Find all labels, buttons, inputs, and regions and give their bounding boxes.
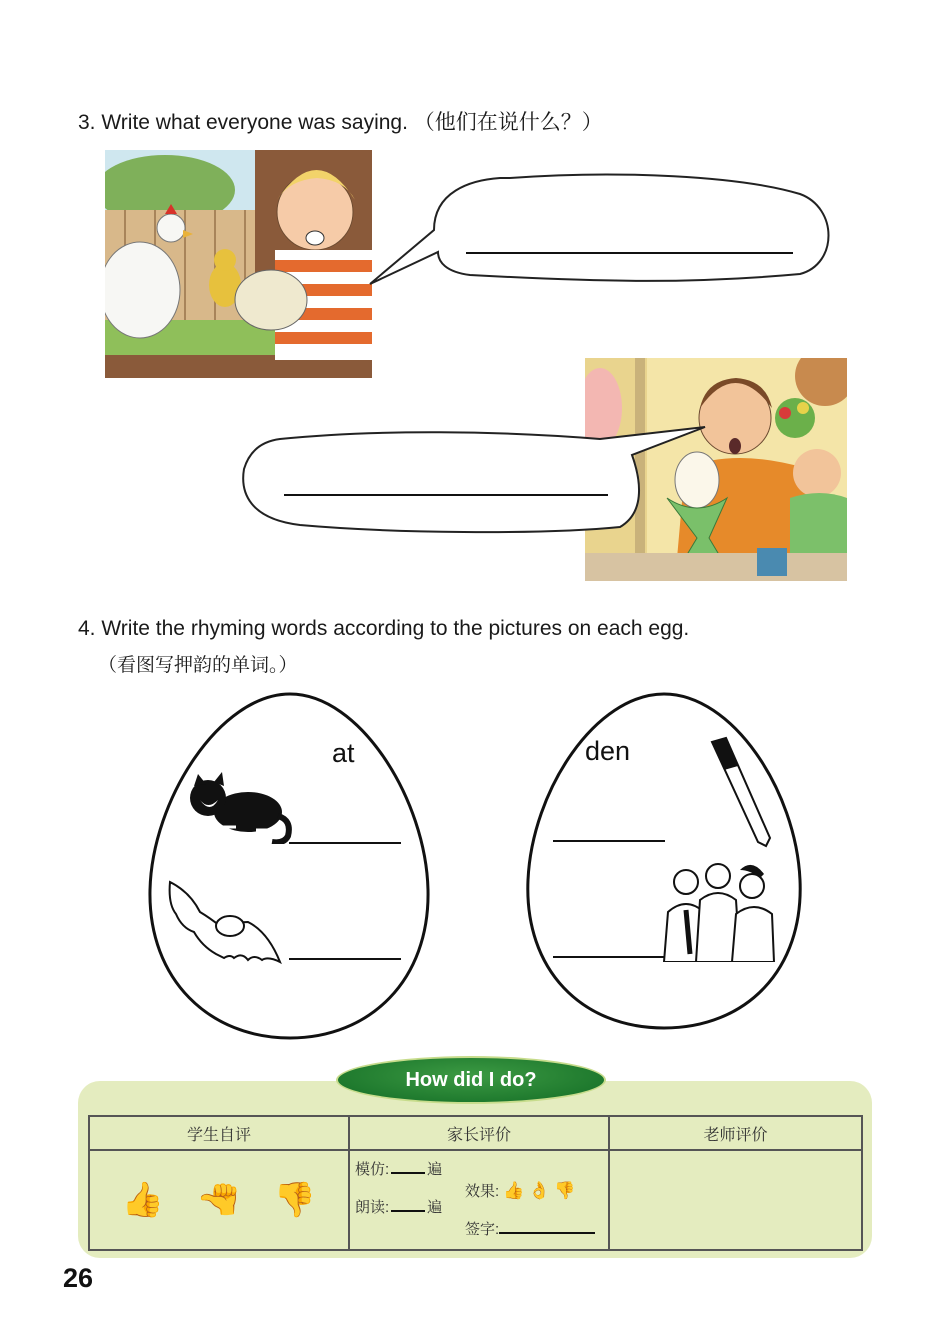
thumbs-down-icon[interactable]: 👎	[273, 1181, 317, 1219]
col-student-self-review: 学生自评	[89, 1116, 349, 1150]
imitate-label: 模仿:	[355, 1161, 390, 1178]
read-times-label: 遍	[427, 1199, 443, 1216]
egg-den-blank-2[interactable]	[553, 956, 665, 958]
egg-at-blank-2[interactable]	[289, 958, 401, 960]
speech-bubble-2	[240, 423, 710, 538]
parent-review-cell	[349, 1150, 609, 1250]
egg-word-den: den	[585, 736, 631, 766]
q4-title: 4. Write the rhyming words according to the pictures on each egg.	[78, 617, 690, 640]
speech-bubble-1	[360, 172, 840, 292]
how-did-i-do-heading: How did I do?	[336, 1056, 606, 1104]
egg-at	[140, 690, 440, 1045]
pen-icon	[706, 736, 776, 848]
q3-title: 3. Write what everyone was saying. （他们在说什么？）	[78, 111, 603, 134]
speech-answer-line-2[interactable]	[284, 494, 608, 496]
page-number: 26	[63, 1263, 94, 1293]
cat-icon	[186, 772, 292, 844]
bat-icon	[168, 880, 282, 968]
egg-word-at: at	[332, 738, 355, 768]
thumbs-side-icon[interactable]: 👍	[200, 1178, 238, 1222]
read-count-field[interactable]	[391, 1210, 425, 1212]
evaluation-table	[88, 1115, 863, 1251]
sign-label: 签字:	[465, 1221, 500, 1238]
men-icon	[656, 862, 776, 962]
effect-thumbs-up-icon[interactable]: 👍	[503, 1181, 525, 1200]
effect-thumbs-down-icon[interactable]: 👎	[554, 1181, 576, 1200]
speech-answer-line-1[interactable]	[466, 252, 793, 254]
col-teacher-review: 老师评价	[609, 1116, 862, 1150]
sign-field[interactable]	[499, 1232, 595, 1234]
read-label: 朗读:	[355, 1199, 390, 1216]
imitate-times-label: 遍	[427, 1161, 443, 1178]
effect-thumbs-side-icon[interactable]: 👌	[528, 1181, 550, 1200]
thumbs-up-icon[interactable]: 👍	[121, 1181, 165, 1219]
student-review-cell	[89, 1150, 349, 1250]
teacher-review-cell[interactable]	[609, 1150, 862, 1250]
effect-label: 效果:	[465, 1183, 500, 1200]
q4-subtitle: （看图写押韵的单词。）	[98, 655, 298, 676]
imitate-count-field[interactable]	[391, 1172, 425, 1174]
boy-with-egg-illustration	[105, 150, 372, 378]
egg-den-blank-1[interactable]	[553, 840, 665, 842]
col-parent-review: 家长评价	[349, 1116, 609, 1150]
egg-at-blank-1[interactable]	[289, 842, 401, 844]
